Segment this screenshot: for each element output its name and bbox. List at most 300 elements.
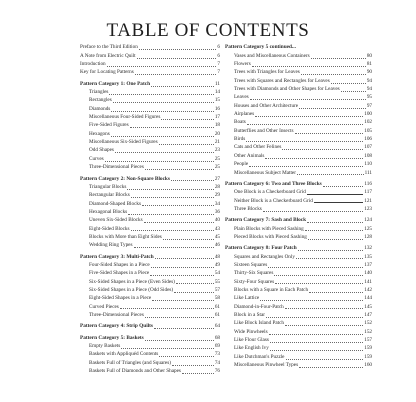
- dot-leader: [131, 197, 214, 198]
- toc-entry-label: Diamond-Shaped Blocks: [89, 200, 142, 207]
- dot-leader: [309, 292, 363, 293]
- toc-entry-label: Diamond-in-Four-Patch: [234, 303, 284, 310]
- dot-leader: [151, 267, 214, 268]
- dot-leader: [249, 166, 363, 167]
- toc-entry-label: Sixty-Four Squares: [234, 278, 275, 285]
- toc-entry[interactable]: [80, 350, 220, 358]
- toc-page-number: 69: [214, 343, 220, 350]
- dot-leader: [155, 258, 214, 259]
- dot-leader: [105, 161, 214, 162]
- toc-entry[interactable]: [80, 104, 220, 112]
- toc-entry[interactable]: [225, 286, 372, 294]
- dot-leader: [174, 292, 214, 293]
- toc-right-column: [225, 43, 372, 369]
- toc-page-number: 147: [364, 312, 372, 318]
- toc-entry-label: Eight-Sided Shapes in a Piece: [89, 295, 152, 302]
- toc-page-number: 121: [364, 197, 372, 204]
- toc-page-number: 102: [364, 119, 372, 126]
- toc-entry-label: Pattern Category 8: Four Patch: [225, 245, 297, 252]
- toc-page-number: 48: [214, 253, 220, 260]
- toc-page-number: 81: [366, 61, 372, 68]
- toc-entry-label: Key for Locating Patterns: [80, 69, 134, 76]
- dot-leader: [246, 141, 363, 142]
- toc-page-number: 46: [214, 242, 220, 249]
- toc-entry-label: Squares and Rectangles Only: [234, 253, 295, 260]
- toc-page-number: 100: [364, 111, 372, 118]
- toc-entry-label: Triangular Blocks: [89, 183, 127, 190]
- toc-page-number: 57: [214, 286, 220, 293]
- toc-entry-label: Diamonds: [89, 105, 111, 112]
- dot-leader: [314, 202, 363, 203]
- toc-page-number: 21: [214, 139, 220, 146]
- toc-entry-label: Like Dutchman's Puzzle: [234, 353, 285, 360]
- toc-entry[interactable]: [225, 188, 372, 196]
- dot-leader: [270, 342, 363, 343]
- toc-entry-label: Hexagonal Blocks: [89, 208, 128, 215]
- dot-leader: [266, 317, 363, 318]
- toc-entry-label: Pattern Category 4: Strip Quilts: [80, 323, 153, 330]
- toc-page-number: 94: [366, 77, 372, 84]
- toc-page-number: 6: [217, 44, 220, 51]
- dot-leader: [159, 356, 214, 357]
- toc-entry[interactable]: [80, 277, 220, 285]
- toc-page-number: 94: [366, 86, 372, 93]
- toc-page-number: 74: [214, 359, 220, 366]
- toc-page-number: 108: [364, 152, 372, 159]
- toc-entry[interactable]: [225, 252, 372, 260]
- toc-page-number: 137: [364, 261, 372, 268]
- toc-entry-label: Triangles: [89, 89, 109, 96]
- toc-entry-label: Sixteen Squares: [234, 261, 268, 268]
- toc-section-heading[interactable]: [225, 216, 372, 224]
- dot-leader: [137, 58, 217, 59]
- toc-entry-label: Neither Block is a Checkerboard Grid: [234, 197, 313, 204]
- toc-entry[interactable]: [225, 269, 372, 277]
- toc-entry[interactable]: [225, 327, 372, 335]
- toc-entry-label: Eight-Sided Blocks: [89, 225, 130, 232]
- toc-entry[interactable]: [80, 113, 220, 121]
- toc-entry-label: Miscellaneous Pinwheel Types: [234, 362, 299, 369]
- dot-leader: [145, 317, 214, 318]
- toc-entry[interactable]: [80, 96, 220, 104]
- dot-leader: [115, 152, 214, 153]
- toc-entry-label: Birds: [234, 136, 246, 143]
- toc-entry[interactable]: [80, 129, 220, 137]
- toc-entry[interactable]: [225, 319, 372, 327]
- toc-entry-label: People: [234, 161, 249, 168]
- toc-entry-label: Curves: [89, 155, 104, 162]
- toc-entry-label: Pattern Category 1: One Patch: [80, 80, 151, 87]
- toc-entry-label: Butterflies and Other Insects: [234, 127, 294, 134]
- toc-page-number: 34: [214, 200, 220, 207]
- toc-page-number: 142: [364, 286, 372, 293]
- toc-page-number: 144: [364, 295, 372, 302]
- toc-page-number: 116: [364, 180, 372, 187]
- toc-entry-label: Miscellaneous Subject Matter: [234, 169, 296, 176]
- toc-entry-label: Block in a Star: [234, 312, 265, 318]
- dot-leader: [130, 127, 214, 128]
- dot-leader: [252, 66, 366, 67]
- dot-leader: [323, 186, 364, 187]
- toc-page-number: 55: [214, 278, 220, 285]
- toc-entry-label: Wedding Ring Types: [89, 242, 133, 249]
- dot-leader: [297, 174, 364, 175]
- toc-entry[interactable]: [80, 68, 220, 76]
- dot-leader: [250, 99, 366, 100]
- toc-page-number: 23: [214, 147, 220, 154]
- toc-entry[interactable]: [225, 336, 372, 344]
- toc-entry-label: Thirty-Six Squares: [234, 270, 274, 277]
- toc-entry[interactable]: [80, 51, 220, 59]
- toc-page-number: 25: [214, 164, 220, 171]
- toc-entry[interactable]: [225, 302, 372, 310]
- toc-entry-label: Airplanes: [234, 111, 255, 118]
- dot-leader: [247, 124, 363, 125]
- toc-entry[interactable]: [225, 277, 372, 285]
- toc-entry-label: One Block is a Checkerboard Grid: [234, 189, 306, 196]
- toc-section-heading[interactable]: [225, 244, 372, 252]
- dot-leader: [128, 214, 214, 215]
- toc-entry[interactable]: [80, 138, 220, 146]
- toc-page-number: 132: [364, 245, 372, 252]
- toc-entry-label: Wide Pinwheels: [234, 328, 268, 335]
- toc-entry[interactable]: [225, 93, 372, 101]
- toc-entry[interactable]: [225, 51, 372, 59]
- toc-section-heading[interactable]: [225, 43, 372, 51]
- toc-section-heading[interactable]: [80, 322, 220, 330]
- dot-leader: [285, 308, 363, 309]
- toc-entry-label: Plain Blocks with Pieced Sashing: [234, 225, 304, 232]
- toc-entry-label: Pattern Category 7: Sash and Block: [225, 217, 307, 224]
- toc-entry[interactable]: [225, 85, 372, 93]
- toc-page-number: 159: [364, 353, 372, 360]
- toc-page-number: 125: [364, 225, 372, 232]
- toc-entry-label: Like Flour Glass: [234, 337, 269, 344]
- toc-section-heading[interactable]: [80, 79, 220, 87]
- toc-entry[interactable]: [225, 168, 372, 176]
- toc-page-number: 27: [214, 175, 220, 182]
- dot-leader: [263, 211, 363, 212]
- dot-leader: [182, 373, 214, 374]
- toc-entry[interactable]: [80, 216, 220, 224]
- toc-page-number: 7: [217, 69, 220, 76]
- toc-page-number: 54: [214, 270, 220, 277]
- toc-entry[interactable]: [80, 302, 220, 310]
- toc-page-number: 36: [214, 208, 220, 215]
- toc-entry[interactable]: [225, 344, 372, 352]
- toc-entry-label: Preface to the Third Edition: [80, 44, 138, 51]
- toc-entry[interactable]: [80, 154, 220, 162]
- toc-entry[interactable]: [225, 224, 372, 232]
- toc-page-number: 61: [214, 303, 220, 310]
- toc-entry[interactable]: [80, 286, 220, 294]
- dot-leader: [331, 83, 366, 84]
- toc-page-number: 76: [214, 368, 220, 375]
- toc-entry[interactable]: [80, 269, 220, 277]
- toc-page-number: 20: [214, 130, 220, 137]
- toc-entry-label: Other Animals: [234, 152, 265, 159]
- toc-entry-label: Like English Ivy: [234, 345, 269, 352]
- toc-page-number: 159: [364, 345, 372, 352]
- toc-entry-label: Flowers: [234, 61, 251, 68]
- toc-entry[interactable]: [80, 294, 220, 302]
- toc-entry[interactable]: [225, 311, 372, 319]
- dot-leader: [282, 149, 363, 150]
- dot-leader: [171, 180, 214, 181]
- toc-page-number: 111: [364, 169, 372, 176]
- toc-entry[interactable]: [225, 196, 372, 204]
- toc-entry[interactable]: [80, 261, 220, 269]
- dot-leader: [139, 49, 217, 50]
- toc-entry[interactable]: [80, 60, 220, 68]
- toc-page-number: 107: [364, 144, 372, 151]
- dot-leader: [111, 136, 214, 137]
- dot-leader: [295, 133, 364, 134]
- toc-entry-label: Pattern Category 3: Multi-Patch: [80, 253, 154, 260]
- toc-section-heading[interactable]: [80, 252, 220, 260]
- dot-leader: [274, 275, 363, 276]
- toc-entry[interactable]: [80, 224, 220, 232]
- toc-entry-label: Four-Sided Shapes in a Piece: [89, 261, 150, 268]
- dot-leader: [305, 230, 363, 231]
- toc-page-number: 140: [364, 270, 372, 277]
- toc-entry-label: Pattern Category 5 continued...: [225, 44, 296, 51]
- dot-leader: [161, 119, 213, 120]
- dot-leader: [299, 367, 363, 368]
- toc-page-number: 25: [214, 155, 220, 162]
- toc-entry-label: Blocks with a Square in Each Patch: [234, 286, 309, 293]
- toc-entry-label: Leaves: [234, 94, 249, 101]
- dot-leader: [265, 158, 363, 159]
- toc-entry-label: Trees with Diamonds and Other Shapes for Leaves: [234, 86, 340, 93]
- toc-page-number: 6: [217, 52, 220, 59]
- toc-entry-label: Five-Sided Figures: [89, 122, 129, 129]
- toc-page-number: 40: [214, 217, 220, 224]
- toc-entry-label: Uneven Six-Sided Blocks: [89, 217, 143, 224]
- toc-entry[interactable]: [225, 143, 372, 151]
- toc-page-number: 58: [214, 295, 220, 302]
- dot-leader: [172, 365, 214, 366]
- toc-entry-label: Curved Pieces: [89, 303, 119, 310]
- dot-leader: [150, 275, 214, 276]
- toc-entry[interactable]: [80, 191, 220, 199]
- toc-entry-label: Three Blocks: [234, 205, 262, 212]
- toc-page-number: 141: [364, 278, 372, 285]
- toc-entry-label: Pattern Category 2: Non-Square Blocks: [80, 175, 170, 182]
- toc-entry[interactable]: [80, 367, 220, 375]
- dot-leader: [255, 116, 363, 117]
- toc-entry[interactable]: [225, 261, 372, 269]
- dot-leader: [154, 328, 214, 329]
- toc-entry-label: Like Block Island Patch: [234, 320, 284, 327]
- dot-leader: [311, 58, 366, 59]
- toc-entry[interactable]: [80, 311, 220, 319]
- dot-leader: [176, 283, 214, 284]
- toc-entry-label: Six-Sided Shapes in a Piece (Odd Sides): [89, 286, 174, 293]
- dot-leader: [145, 169, 214, 170]
- toc-page-number: 95: [366, 94, 372, 101]
- toc-entry[interactable]: [225, 76, 372, 84]
- toc-entry[interactable]: [225, 205, 372, 213]
- toc-entry-label: Baskets Full of Diamonds and Other Shapes: [89, 368, 181, 375]
- toc-entry-label: Empty Baskets: [89, 343, 121, 350]
- toc-entry[interactable]: [225, 110, 372, 118]
- toc-entry-label: Like Lattice: [234, 295, 260, 302]
- toc-page-number: 152: [364, 320, 372, 327]
- dot-leader: [275, 283, 363, 284]
- dot-leader: [134, 247, 214, 248]
- dot-leader: [120, 308, 214, 309]
- toc-page-number: 80: [366, 52, 372, 59]
- toc-entry[interactable]: [225, 101, 372, 109]
- toc-entry-label: Pattern Category 5: Baskets: [80, 334, 144, 341]
- toc-section-heading[interactable]: [80, 174, 220, 182]
- dot-leader: [286, 359, 364, 360]
- dot-leader: [127, 189, 213, 190]
- toc-entry-label: Blocks with More than Eight Sides: [89, 233, 162, 240]
- toc-entry-label: Trees with Squares and Rectangles for Leaves: [234, 77, 330, 84]
- dot-leader: [260, 300, 363, 301]
- toc-section-heading[interactable]: [225, 180, 372, 188]
- toc-entry-label: Six-Sided Shapes in a Piece (Even Sides): [89, 278, 175, 285]
- toc-entry-label: Pieced Blocks with Pieced Sashing: [234, 233, 307, 240]
- toc-entry[interactable]: [80, 183, 220, 191]
- toc-page-number: 90: [366, 69, 372, 76]
- dot-leader: [163, 239, 214, 240]
- toc-entry[interactable]: [80, 208, 220, 216]
- toc-entry[interactable]: [80, 88, 220, 96]
- dot-leader: [107, 66, 217, 67]
- toc-page-number: 64: [214, 323, 220, 330]
- toc-page-number: 105: [364, 127, 372, 134]
- toc-page-number: 68: [214, 334, 220, 341]
- toc-entry-label: Miscellaneous Six-Sided Figures: [89, 139, 158, 146]
- toc-entry-label: Baskets with Appliquéd Contents: [89, 351, 159, 358]
- toc-entry-label: Rectangular Blocks: [89, 192, 130, 199]
- toc-entry-label: Odd Shapes: [89, 147, 114, 154]
- toc-page-number: 17: [214, 114, 220, 121]
- toc-entry-label: Rectangles: [89, 97, 112, 104]
- toc-page-number: 45: [214, 233, 220, 240]
- toc-page-number: 123: [364, 205, 372, 212]
- dot-leader: [307, 222, 363, 223]
- toc-entry-label: A Note from Electric Quilt: [80, 52, 136, 59]
- toc-page-number: 15: [214, 97, 220, 104]
- toc-entry[interactable]: [225, 294, 372, 302]
- toc-page-number: 49: [214, 261, 220, 268]
- toc-page-number: 110: [364, 161, 372, 168]
- toc-entry[interactable]: [225, 118, 372, 126]
- toc-page-number: 29: [214, 192, 220, 199]
- toc-entry[interactable]: [80, 163, 220, 171]
- dot-leader: [142, 205, 214, 206]
- toc-entry-label: Pattern Category 6: Two and Three Blocks: [225, 180, 322, 187]
- toc-page-number: 157: [364, 337, 372, 344]
- toc-entry[interactable]: [225, 361, 372, 369]
- dot-leader: [151, 86, 214, 87]
- dot-leader: [269, 334, 364, 335]
- dot-leader: [301, 74, 366, 75]
- toc-entry[interactable]: [80, 43, 220, 51]
- toc-entry-label: Trees with Triangles for Leaves: [234, 69, 300, 76]
- toc-entry-label: Cats and Other Felines: [234, 144, 282, 151]
- toc-entry-label: Three-Dimensional Pieces: [89, 164, 144, 171]
- toc-entry[interactable]: [225, 233, 372, 241]
- toc-page-number: 16: [214, 105, 220, 112]
- dot-leader: [159, 144, 214, 145]
- dot-leader: [285, 325, 363, 326]
- toc-left-column: [80, 43, 220, 375]
- toc-entry[interactable]: [225, 151, 372, 159]
- toc-entry-label: Hexagons: [89, 130, 110, 137]
- dot-leader: [341, 91, 366, 92]
- dot-leader: [111, 111, 213, 112]
- toc-entry-label: Vases and Miscellaneous Containers: [234, 52, 310, 59]
- toc-entry[interactable]: [225, 68, 372, 76]
- toc-entry[interactable]: [80, 241, 220, 249]
- toc-entry[interactable]: [80, 358, 220, 366]
- toc-page-number: 152: [364, 328, 372, 335]
- toc-entry-label: Houses and Other Architecture: [234, 102, 299, 109]
- toc-entry[interactable]: [80, 233, 220, 241]
- dot-leader: [121, 348, 214, 349]
- toc-page-number: 97: [366, 102, 372, 109]
- toc-entry[interactable]: [225, 60, 372, 68]
- dot-leader: [152, 300, 214, 301]
- toc-entry[interactable]: [80, 199, 220, 207]
- toc-entry[interactable]: [225, 160, 372, 168]
- toc-entry-label: Baskets Full of Triangles (and Squares): [89, 359, 171, 366]
- toc-page-number: 106: [364, 136, 372, 143]
- toc-entry[interactable]: [225, 135, 372, 143]
- toc-entry-label: Boats: [234, 119, 246, 126]
- dot-leader: [131, 230, 214, 231]
- dot-leader: [308, 239, 363, 240]
- dot-leader: [268, 267, 363, 268]
- toc-page-number: 43: [214, 225, 220, 232]
- toc-entry[interactable]: [225, 352, 372, 360]
- toc-entry-label: Five-Sided Shapes in a Piece: [89, 270, 150, 277]
- toc-page-number: 117: [364, 189, 372, 196]
- toc-section-heading[interactable]: [80, 333, 220, 341]
- dot-leader: [299, 108, 366, 109]
- toc-page-number: 11: [215, 80, 220, 87]
- toc-page-number: 14: [214, 89, 220, 96]
- toc-entry-label: Three-Dimensional Pieces: [89, 312, 144, 318]
- dot-leader: [307, 194, 364, 195]
- toc-page-number: 61: [214, 312, 220, 318]
- toc-page-number: 124: [364, 217, 372, 224]
- toc-page-number: 135: [364, 253, 372, 260]
- toc-page-number: 145: [364, 303, 372, 310]
- page-title: TABLE OF CONTENTS: [106, 20, 310, 41]
- dot-leader: [144, 222, 214, 223]
- toc-page-number: 128: [364, 233, 372, 240]
- toc-entry[interactable]: [80, 121, 220, 129]
- dot-leader: [135, 74, 217, 75]
- toc-page-number: 160: [364, 362, 372, 369]
- toc-entry[interactable]: [80, 342, 220, 350]
- dot-leader: [113, 102, 214, 103]
- dot-leader: [298, 250, 364, 251]
- dot-leader: [145, 340, 214, 341]
- toc-entry[interactable]: [225, 126, 372, 134]
- dot-leader: [296, 258, 363, 259]
- toc-page-number: 18: [214, 122, 220, 129]
- toc-page-number: 28: [214, 183, 220, 190]
- toc-entry-label: Introduction: [80, 61, 106, 68]
- toc-entry[interactable]: [80, 146, 220, 154]
